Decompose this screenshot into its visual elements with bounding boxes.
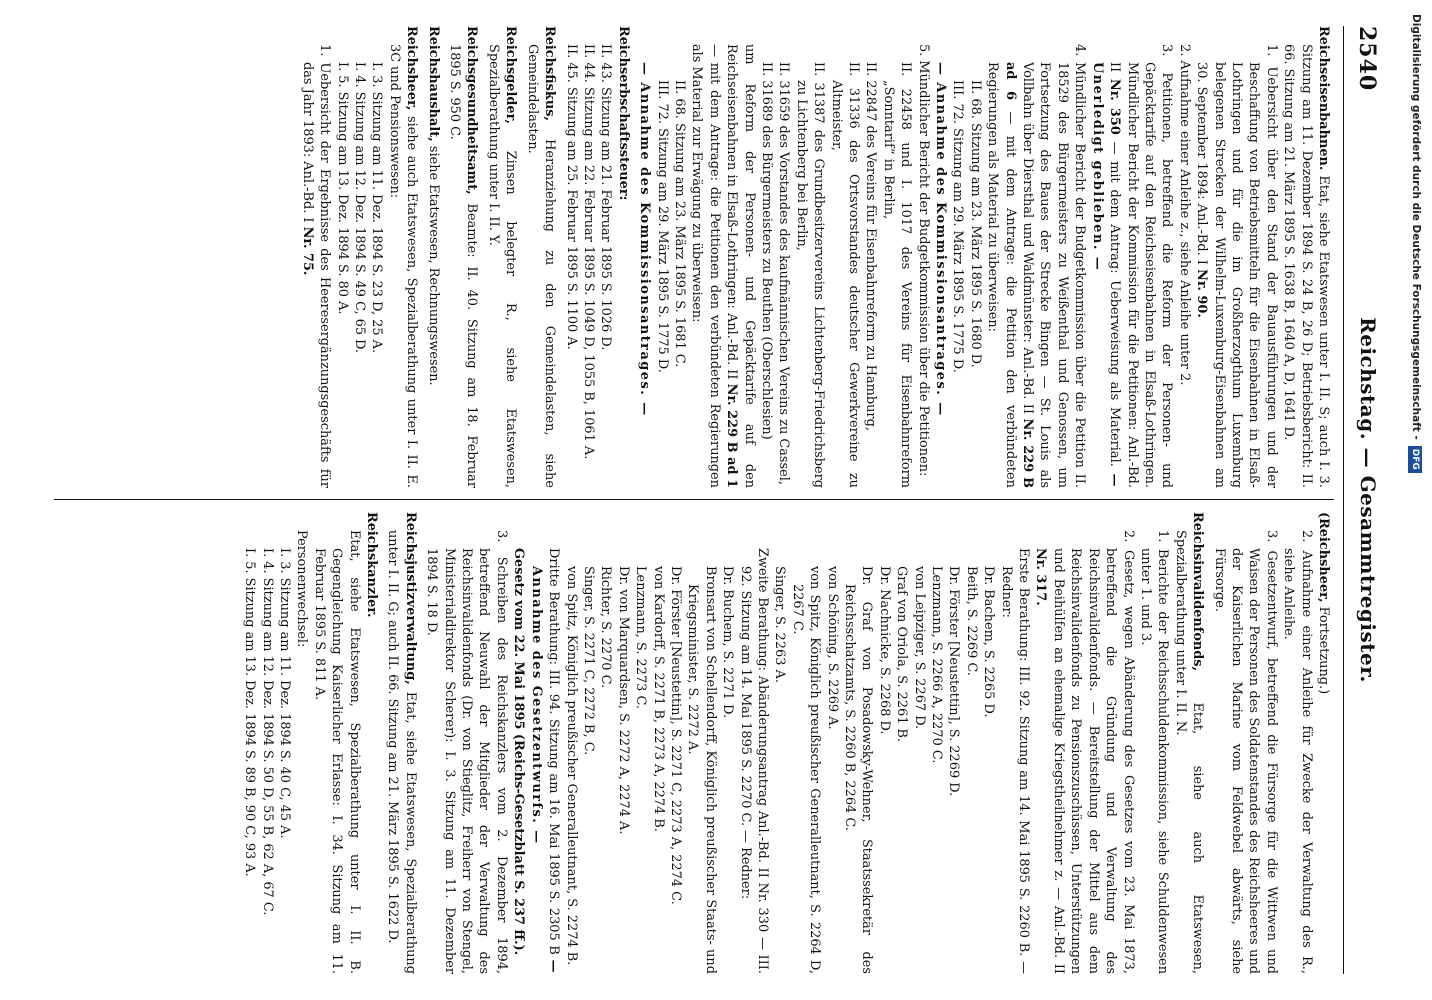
subentry-text: 4. Mündlicher Bericht der Budgetkommission über die Petition II. 18529 des Bürgermeisters zu Weißenthal und Genossen, um Fortsetzung des Baues der Strecke Bingen — St. Louis als Vollbahn über Diersthal und Waldmünster: Anl.-Bd. II bbox=[1020, 44, 1088, 488]
outcome: — Annahme des Kommissionsantrages. — bbox=[637, 62, 653, 417]
subentry-text: — mit dem Antrage: die Petitionen den verbündeten Regierungen als Material zur Erwägung zu überweisen: bbox=[689, 44, 722, 488]
entry-reichsgelder bbox=[485, 26, 520, 488]
session-ref: I. 3. Sitzung am 11. Dez. 1894 S. 40 C, 45 A. bbox=[277, 548, 293, 839]
entry-reichsgesundheitsamt bbox=[446, 26, 481, 488]
entry-term: Reichsjustizverwaltung, bbox=[402, 512, 418, 685]
outcome: — Annahme des Kommissionsantrages. — bbox=[933, 62, 949, 417]
entry-reichsheer bbox=[298, 26, 420, 488]
session-ref: I. 5. Sitzung am 13. Dez. 1894 S. 89 B, 90 C, 93 A. bbox=[242, 548, 258, 877]
entry-head bbox=[614, 26, 631, 488]
running-head-title: Reichstag. — Gesammtregister. bbox=[1356, 317, 1380, 683]
reading-second: Zweite Berathung: Abänderungsantrag Anl.-Bd. II Nr. 330 — III. 92. Sitzung am 14. Mai 1895 S. 2270 C. — Redner: bbox=[737, 548, 770, 974]
speaker: Lenzmann, S. 2273 C. bbox=[633, 566, 649, 709]
entry-head bbox=[446, 26, 481, 488]
entry-text: Heranziehung zu den Gemeindelasten, siehe Gemeindelasten. bbox=[524, 44, 558, 488]
petition-item: II. 31659 des Vorstandes des kaufmännischen Vereins zu Cassel, bbox=[776, 62, 792, 485]
running-head bbox=[1346, 26, 1386, 974]
entry-reichshaushalt bbox=[424, 26, 441, 488]
register-page bbox=[36, 20, 1396, 980]
entry-term: Reichskanzler. bbox=[364, 512, 380, 618]
petition-item: II. 31689 des Bürgermeisters zu Beuthen (Oberschlesien) bbox=[759, 62, 774, 440]
session-ref: I. 4. Sitzung am 12. Dez. 1894 S. 49 C, 65 D. bbox=[352, 62, 368, 354]
entry-head bbox=[1280, 26, 1332, 488]
entry-head bbox=[424, 26, 441, 488]
speaker: Dr. Nachnicke, S. 2268 D. bbox=[876, 566, 892, 735]
speaker: Graf von Oriola, S. 2261 B. bbox=[894, 566, 910, 743]
subentry: 2. Aufnahme einer Anleihe z., siehe Anleihe unter 2. bbox=[1176, 44, 1192, 386]
entry-text: Etat, siehe auch Etatswesen, Spezialberathung unter I. II. N. bbox=[1172, 530, 1206, 974]
reading-third bbox=[527, 548, 562, 974]
continuation-note: Fortsetzung.) bbox=[1316, 606, 1331, 695]
speaker: von Spitz, Königlich preußischer Generalleutnant, S. 2264 D, 2267 C. bbox=[789, 566, 823, 974]
entry-term: Reichsfiskus, bbox=[542, 26, 558, 121]
digitization-credit bbox=[1405, 14, 1427, 984]
petition-item: II. 31336 des Ortsvorstandes deutscher Gewerkvereine zu Altmeister, bbox=[828, 62, 862, 488]
speaker: von Schöning, S. 2269 A. bbox=[824, 566, 840, 730]
reading-first: Erste Berathung: III. 92. Sitzung am 14. Mai 1895 S. 2260 B. — Redner: bbox=[998, 548, 1032, 974]
petition-item: II. 31387 des Grundbesitzervereins Lichtenberg-Friedrichsberg zu Lichtenberg bei Berlin, bbox=[793, 62, 827, 488]
credit-text: Digitalisierung gefördert durch die Deutsche Forschungsgemeinschaft - bbox=[1410, 14, 1422, 440]
entry-head bbox=[385, 26, 420, 488]
law-citation: Gesetz vom 22. Mai 1895 (Reichs-Gesetzblatt S. 237 ff.). bbox=[511, 548, 527, 956]
entry-term: (Reichsheer, bbox=[1316, 512, 1331, 603]
speaker: Dr. Förster [Neustettin], S. 2271 C, 2273 A, 2274 C. bbox=[667, 566, 683, 905]
entry-head bbox=[363, 512, 380, 974]
entry-text: Zinsen belegter R., siehe Etatswesen, Spezialberathung unter I. II. Y. bbox=[485, 44, 519, 488]
document-ref: Nr. 229 B ad 1 bbox=[724, 383, 740, 488]
session-ref: II. 68. Sitzung am 23. März 1895 S. 1681 C. bbox=[671, 80, 687, 368]
entry-reichsheer-continued bbox=[1210, 512, 1332, 974]
subentry bbox=[984, 44, 1088, 488]
subentry: 3. Gesetzentwurf, betreffend die Fürsorge für die Wittwen und Waisen der Personen des Soldatenstandes des Reichsheeres und der Kaiserlichen Marine vom Feldwebel abwärts, siehe Fürsorge. bbox=[1211, 530, 1279, 974]
speaker: Dr. Graf von Posadowsky-Wehner, Staatssekretär des Reichsschatzamts, S. 2260 B, 2264 C. bbox=[842, 566, 875, 974]
speaker: von Spitz, Königlich preußischer Generalleutnant, S. 2274 B. bbox=[563, 566, 579, 966]
speaker: Singer, S. 2271 C, 2272 B, C. bbox=[580, 566, 596, 756]
subentry: 3. Schreiben des Reichskanzlers vom 2. Dezember 1894, betreffend Neuwahl der Mitglieder der Verwaltung des Reichsinvalidenfonds (Dr. von Stieglitz, Freiherr von Stengel, Ministerialdirektor Scherer): I. 3. Sitzung am 11. Dezember 1894 S. 18 D. bbox=[424, 530, 509, 974]
speaker: Beith, S. 2269 C. bbox=[963, 566, 979, 676]
speaker: von Kardorff, S. 2271 B, 2273 A, 2274 B. bbox=[650, 566, 666, 833]
dfg-logo: DFG bbox=[1408, 446, 1422, 473]
subentry: 5. Mündlicher Bericht der Budgetkommission über die Petitionen: bbox=[915, 44, 931, 477]
document-ref: Nr. 229 B ad 6 bbox=[1002, 62, 1036, 488]
speaker: Dr. Buchem, S. 2271 D. bbox=[720, 566, 736, 719]
entry-term: Reichsheer, bbox=[404, 26, 420, 111]
entry-text: siehe Etatswesen, Rechnungswesen. bbox=[425, 145, 441, 386]
subentry-text: 3. Petitionen, betreffend die Reform der Personen- und Gepäcktarife auf den Reichseisenbahnen in Elsaß-Lothringen. Mündlicher Bericht der Kommission für die Petitionen: Anl.-Bd. II bbox=[1107, 44, 1175, 488]
subentry-text: — mit dem Antrag: Ueberweisung als Material. bbox=[1107, 141, 1123, 467]
page-number: 2540 bbox=[1354, 26, 1380, 92]
subentry: 2. Aufnahme einer Anleihe für Zwecke der Verwaltung des R., siehe Anleihe. bbox=[1281, 530, 1314, 974]
subentry bbox=[688, 44, 758, 488]
entry-term: Reichsinvalidenfonds, bbox=[1190, 512, 1206, 672]
session-ref: I. 5. Sitzung am 13. Dez. 1894 S. 80 A. bbox=[334, 62, 350, 315]
speaker: Dr. Bachem, S. 2265 D. bbox=[981, 566, 997, 718]
entry-reichsfiskus bbox=[523, 26, 558, 488]
session-ref: II. 68. Sitzung am 23. März 1895 S. 1680 D. bbox=[967, 80, 983, 368]
entry-term: Reichsgesundheitsamt, bbox=[464, 26, 480, 195]
session-ref: II. 43. Sitzung am 21. Februar 1895 S. 1026 D. bbox=[598, 44, 614, 351]
header-rule bbox=[1343, 26, 1344, 974]
subentry-text: — mit dem Antrage: die Petition den verbündeten Regierungen als Material zu überweisen: bbox=[985, 62, 1018, 488]
entry-reichskanzler bbox=[241, 512, 380, 974]
speaker: Dr. von Marquardsen, S. 2272 A, 2274 A. bbox=[615, 566, 631, 835]
entry-reichseisenbahnen bbox=[636, 26, 1332, 488]
subentry-text: 1. Uebersicht über den Stand der Bauausführungen und der Beschaffung von Betriebsmitteln für die Eisenbahnen in Elsaß-Lothringen und für die im Großherzogthum Luxemburg belegenen Strecken der Wilhelm-Luxemburg-Eisenbahnen am 30. September 1894: Anl.-Bd. I bbox=[1194, 44, 1279, 488]
entry-term: Reichserbschaftssteuer: bbox=[615, 26, 631, 201]
speaker: Singer, S. 2263 A. bbox=[772, 566, 788, 683]
entry-term: Reichseisenbahnen. bbox=[1316, 26, 1331, 171]
entry-text: Etat, siehe Etatswesen, Spezialberathung unter I. II. G; auch II. 66. Sitzung am 21. März 1895 S. 1622 D. bbox=[385, 530, 418, 974]
session-ref: III. 72. Sitzung am 29. März 1895 S. 1775 D. bbox=[654, 80, 670, 373]
entry-text: Etat, siehe Etatswesen unter I. II. S; auch I. 3. Sitzung am 11. Dezember 1894 S. 24 B, 26 D; Betriebsbericht: II. 66. Sitzung am 21. März 1895 S. 1638 B, 1640 A, D, 1641 D. bbox=[1281, 44, 1331, 488]
document-ref: Nr. 90. bbox=[1194, 269, 1210, 318]
subentry-text: 1. Uebersicht der Ergebnisse des Heeresergänzungsgeschäfts für das Jahr 1893: Anl.-Bd. I bbox=[299, 44, 333, 488]
subentry bbox=[298, 44, 333, 488]
subheading: Personenwechsel: bbox=[294, 530, 310, 648]
session-ref: II. 44. Sitzung am 22. Februar 1895 S. 1049 D, 1055 B, 1061 A. bbox=[580, 44, 596, 460]
subentry-text: um Reform der Personen- und Gepäcktarife auf den Reichseisenbahnen in Elsaß-Lothringen: Anl.-Bd. II bbox=[724, 44, 757, 488]
petition-item: II. 22847 des Vereins für Eisenbahnreform zu Hamburg, bbox=[863, 62, 879, 431]
speaker: Lenzmann, S. 2266 A, 2270 C. bbox=[929, 566, 945, 764]
document-ref: Nr. 75. bbox=[299, 226, 315, 276]
subentry bbox=[1088, 44, 1175, 488]
subentry-text: 2. Gesetz, wegen Abänderung des Gesetzes vom 23. Mai 1873, betreffend die Gründung und Verwaltung des Reichsinvalidenfonds. — Bereitstellung der Mittel aus dem Reichsinvalidenfonds zu Pensionszuschüssen, Unterstützungen und Beihülfen an ehemalige Kriegstheilnehmer z. — Anl.-Bd. II bbox=[1050, 530, 1136, 974]
digitization-credit-text bbox=[1405, 14, 1427, 984]
speaker: Dr. Förster [Neustettin], S. 2269 D. bbox=[946, 566, 962, 797]
entry-term: Reichshaushalt, bbox=[425, 26, 441, 142]
entry-text: Beamte: II. 40. Sitzung am 18. Februar 1895 S. 950 C. bbox=[447, 44, 480, 488]
entry-reichsinvalidenfonds bbox=[423, 512, 1206, 974]
right-column bbox=[52, 512, 1332, 974]
speaker: Richter, S. 2270 C. bbox=[598, 566, 614, 689]
left-column bbox=[52, 26, 1332, 488]
outcome: — Annahme des Gesetzentwurfs. — bbox=[528, 566, 562, 974]
subentry bbox=[1193, 44, 1280, 488]
session-ref: II. 45. Sitzung am 25. Februar 1895 S. 1100 A. bbox=[563, 44, 579, 350]
entry-head bbox=[384, 512, 419, 974]
entry-term: Reichsgelder, bbox=[503, 26, 519, 124]
reading-text: Dritte Berathung: III. 94. Sitzung am 16. Mai 1895 S. 2305 B bbox=[546, 548, 562, 955]
outcome: — Unerledigt geblieben. — bbox=[1089, 62, 1123, 488]
subentry: 1. Berichte der Reichsschuldenkommission, siehe Schuldenwesen unter 1. und 3. bbox=[1137, 530, 1171, 974]
document-ref: Nr. 317. bbox=[1033, 548, 1049, 606]
entry-head bbox=[523, 26, 558, 488]
column-divider bbox=[54, 499, 1334, 500]
entry-head bbox=[1171, 512, 1206, 974]
session-ref: III. 72. Sitzung am 29. März 1895 S. 1775 D. bbox=[950, 80, 966, 373]
entry-head bbox=[1315, 512, 1332, 974]
entry-head bbox=[485, 26, 520, 488]
session-ref: I. 3. Sitzung am 11. Dez. 1894 S. 23 D, 25 A. bbox=[369, 62, 385, 354]
petition-item: II. 22458 und I. 1017 des Vereins für Eisenbahnreform „Sonntarif“ in Berlin, bbox=[880, 62, 914, 488]
speaker: Bronsart von Schellendorff, Königlich preußischer Staats- und Kriegsminister, S. 2272 A. bbox=[685, 566, 718, 974]
document-ref: Nr. 350 bbox=[1107, 78, 1123, 135]
speaker: von Leipziger, S. 2267 D. bbox=[911, 566, 927, 730]
entry-text: siehe auch Etatswesen, Spezialberathung unter I. II. E. 3C und Pensionswesen: bbox=[386, 44, 420, 488]
entry-reichserbschaftssteuer bbox=[562, 26, 632, 488]
subentry bbox=[1032, 530, 1136, 974]
entry-reichsjustizverwaltung bbox=[384, 512, 419, 974]
entry-text: Etat, siehe Etatswesen, Spezialberathung unter I. II. B. Gegengleichung Kaiserlicher Erlasse: I. 34. Sitzung am 11. Februar 1895 S. 811 A. bbox=[311, 530, 362, 974]
session-ref: I. 4. Sitzung am 12. Dez. 1894 S. 50 D, 55 B, 62 A, 67 C. bbox=[259, 548, 275, 916]
